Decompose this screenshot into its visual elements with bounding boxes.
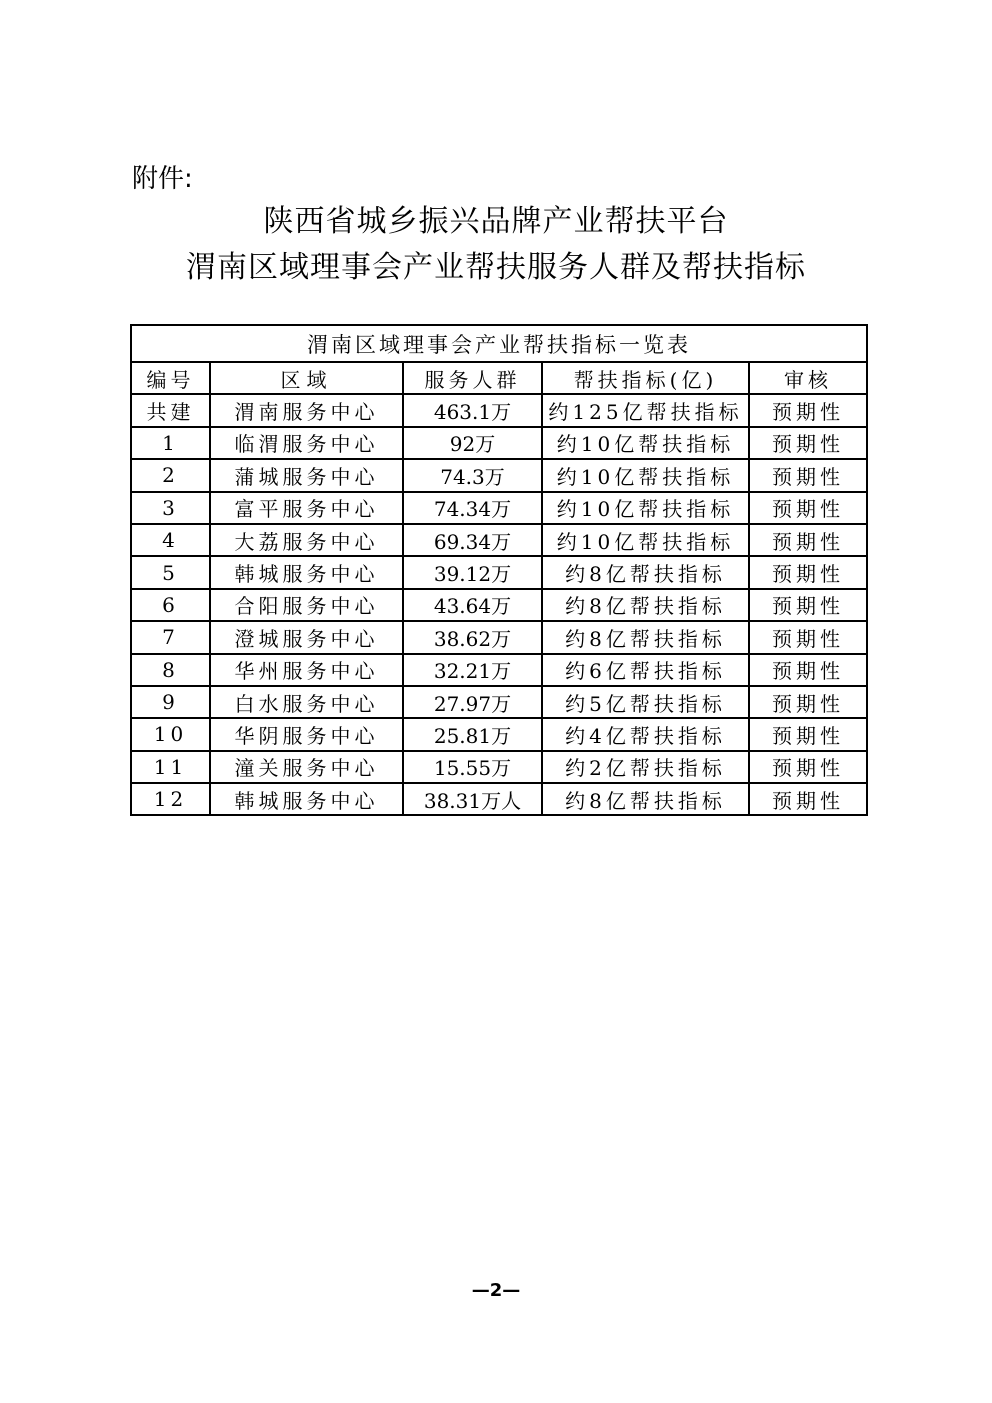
attachment-label: 附件: bbox=[132, 164, 193, 194]
header-population: 服务人群 bbox=[403, 362, 542, 394]
cell-review: 预期性 bbox=[749, 394, 867, 426]
cell-region: 合阳服务中心 bbox=[210, 589, 403, 621]
table-caption: 渭南区域理事会产业帮扶指标一览表 bbox=[131, 325, 867, 362]
document-title-line1: 陕西省城乡振兴品牌产业帮扶平台 bbox=[263, 204, 729, 239]
cell-review: 预期性 bbox=[749, 524, 867, 556]
cell-review: 预期性 bbox=[749, 783, 867, 815]
cell-number: 10 bbox=[131, 718, 210, 750]
header-indicator: 帮扶指标(亿) bbox=[542, 362, 749, 394]
cell-region: 华阴服务中心 bbox=[210, 718, 403, 750]
cell-region: 韩城服务中心 bbox=[210, 556, 403, 588]
table-header-row bbox=[131, 362, 867, 394]
table-row bbox=[131, 492, 867, 524]
cell-region: 韩城服务中心 bbox=[210, 783, 403, 815]
cell-number: 8 bbox=[131, 654, 210, 686]
cell-review: 预期性 bbox=[749, 654, 867, 686]
cell-review: 预期性 bbox=[749, 621, 867, 653]
table-caption-row bbox=[131, 325, 867, 362]
cell-indicator: 约2亿帮扶指标 bbox=[542, 751, 749, 783]
cell-review: 预期性 bbox=[749, 427, 867, 459]
cell-number: 7 bbox=[131, 621, 210, 653]
cell-indicator: 约10亿帮扶指标 bbox=[542, 427, 749, 459]
cell-population: 38.31万人 bbox=[403, 783, 542, 815]
cell-indicator: 约8亿帮扶指标 bbox=[542, 783, 749, 815]
table-row bbox=[131, 751, 867, 783]
cell-indicator: 约5亿帮扶指标 bbox=[542, 686, 749, 718]
header-review: 审核 bbox=[749, 362, 867, 394]
indicator-table bbox=[130, 324, 868, 816]
table-row bbox=[131, 589, 867, 621]
cell-indicator: 约8亿帮扶指标 bbox=[542, 556, 749, 588]
table-row bbox=[131, 686, 867, 718]
cell-region: 潼关服务中心 bbox=[210, 751, 403, 783]
cell-region: 蒲城服务中心 bbox=[210, 459, 403, 491]
cell-number: 12 bbox=[131, 783, 210, 815]
page-number: —2— bbox=[471, 1280, 521, 1301]
cell-population: 74.34万 bbox=[403, 492, 542, 524]
cell-region: 华州服务中心 bbox=[210, 654, 403, 686]
cell-number: 9 bbox=[131, 686, 210, 718]
cell-number: 3 bbox=[131, 492, 210, 524]
table-row bbox=[131, 556, 867, 588]
cell-population: 39.12万 bbox=[403, 556, 542, 588]
cell-number: 4 bbox=[131, 524, 210, 556]
cell-indicator: 约10亿帮扶指标 bbox=[542, 459, 749, 491]
cell-population: 27.97万 bbox=[403, 686, 542, 718]
cell-indicator: 约6亿帮扶指标 bbox=[542, 654, 749, 686]
cell-population: 25.81万 bbox=[403, 718, 542, 750]
document-title-line2: 渭南区域理事会产业帮扶服务人群及帮扶指标 bbox=[186, 250, 806, 285]
header-region: 区域 bbox=[210, 362, 403, 394]
cell-review: 预期性 bbox=[749, 589, 867, 621]
cell-population: 43.64万 bbox=[403, 589, 542, 621]
cell-region: 渭南服务中心 bbox=[210, 394, 403, 426]
cell-review: 预期性 bbox=[749, 459, 867, 491]
cell-number: 11 bbox=[131, 751, 210, 783]
table-row bbox=[131, 394, 867, 426]
table-row bbox=[131, 654, 867, 686]
cell-population: 32.21万 bbox=[403, 654, 542, 686]
table-row bbox=[131, 783, 867, 815]
cell-indicator: 约125亿帮扶指标 bbox=[542, 394, 749, 426]
cell-review: 预期性 bbox=[749, 751, 867, 783]
cell-population: 38.62万 bbox=[403, 621, 542, 653]
cell-indicator: 约8亿帮扶指标 bbox=[542, 589, 749, 621]
cell-indicator: 约10亿帮扶指标 bbox=[542, 492, 749, 524]
header-number: 编号 bbox=[131, 362, 210, 394]
cell-population: 15.55万 bbox=[403, 751, 542, 783]
cell-region: 澄城服务中心 bbox=[210, 621, 403, 653]
cell-number: 共建 bbox=[131, 394, 210, 426]
table-row bbox=[131, 621, 867, 653]
table-row bbox=[131, 524, 867, 556]
cell-population: 69.34万 bbox=[403, 524, 542, 556]
table-row bbox=[131, 718, 867, 750]
table-row bbox=[131, 427, 867, 459]
cell-review: 预期性 bbox=[749, 556, 867, 588]
cell-region: 临渭服务中心 bbox=[210, 427, 403, 459]
cell-number: 6 bbox=[131, 589, 210, 621]
cell-number: 1 bbox=[131, 427, 210, 459]
cell-region: 大荔服务中心 bbox=[210, 524, 403, 556]
cell-indicator: 约8亿帮扶指标 bbox=[542, 621, 749, 653]
table-row bbox=[131, 459, 867, 491]
cell-indicator: 约10亿帮扶指标 bbox=[542, 524, 749, 556]
cell-review: 预期性 bbox=[749, 686, 867, 718]
cell-review: 预期性 bbox=[749, 718, 867, 750]
cell-population: 74.3万 bbox=[403, 459, 542, 491]
cell-number: 2 bbox=[131, 459, 210, 491]
cell-number: 5 bbox=[131, 556, 210, 588]
cell-review: 预期性 bbox=[749, 492, 867, 524]
cell-region: 富平服务中心 bbox=[210, 492, 403, 524]
cell-region: 白水服务中心 bbox=[210, 686, 403, 718]
cell-population: 92万 bbox=[403, 427, 542, 459]
cell-population: 463.1万 bbox=[403, 394, 542, 426]
cell-indicator: 约4亿帮扶指标 bbox=[542, 718, 749, 750]
